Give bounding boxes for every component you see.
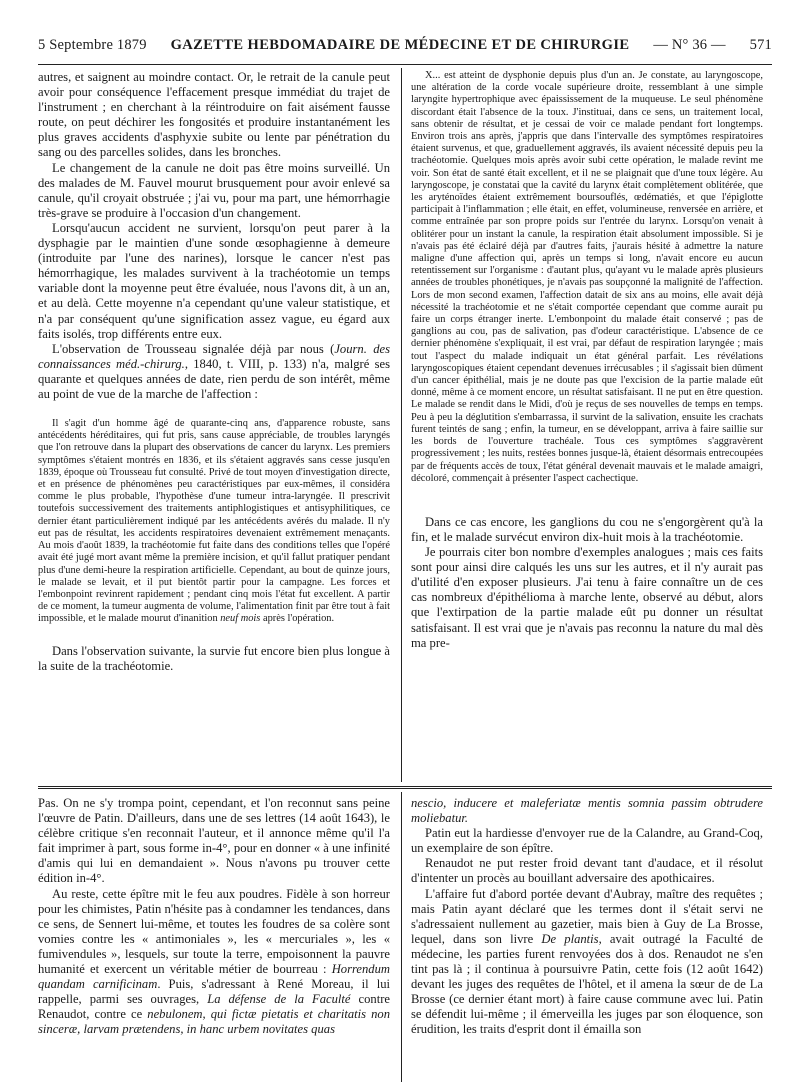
header-rule — [38, 64, 772, 65]
observation-x — [411, 70, 763, 485]
paragraph: Lorsqu'aucun accident ne survient, lorsqu'on peut parer à la dysphagie par le maintien d'une sonde œsophagienne à demeure (introduite par l'une des narines), lorsque le cancer n'est pas hémorrhagique, les malades survivent à la trachéotomie un temps variable dont la moyenne peut être évaluée, nous l'avons dit, à un an, et au delà. Cette moyenne n'a cependant qu'une valeur statistique, et n'a par conséquent qu'une signification assez vague, eu égard aux faits isolés, trop différents entre eux. — [38, 220, 390, 341]
paragraph: L'affaire fut d'abord portée devant d'Aubray, maître des requêtes ; mais Patin ayant déclaré que les termes dont il s'était servi ne s'adressaient nullement au gazetier, mais bien à Guy de La Brosse, lequel, dans son livre De plantis, avait outragé la Faculté de médecine, les parties furent renvoyées dos à dos. Renaudot ne s'en tint pas là ; il continua à poursuivre Patin, cette fois (12 août 1642) devant les juges des requêtes de l'hôtel, et il amena la sœur de de La Brosse (ce dernier étant mort) à faire cause commune avec lui. Patin se défendit lui-même ; il émerveilla les juges par son éloquence, son érudition, les traits d'esprit dont il émailla son — [411, 886, 763, 1037]
paragraph: Patin eut la hardiesse d'envoyer rue de la Calandre, au Grand-Coq, un exemplaire de son épître. — [411, 826, 763, 856]
page-header — [38, 37, 772, 59]
paragraph: nescio, inducere et maleferiatæ mentis somnia passim obtrudere moliebatur. — [411, 796, 763, 826]
observation-trousseau — [38, 418, 390, 625]
paragraph: Je pourrais citer bon nombre d'exemples analogues ; mais ces faits sont pour ainsi dire calqués les uns sur les autres, et il n'y aurait pas d'utilité d'en exposer plusieurs. J'ai tenu à faire connaître un de ces cas nombreux d'épithélioma à marche lente, observé au début, alors que l'extirpation de la partie malade eût pu donner un résultat satisfaisant. Il est vrai que je n'avais pas reconnu la nature du mal dès ma pre- — [411, 545, 763, 650]
paragraph: X... est atteint de dysphonie depuis plus d'un an. Je constate, au laryngoscope, une altération de la corde vocale supérieure droite, ressemblant à une simple laryngite hypertrophique avec épaississement de la muqueuse. Le seul phénomène discordant était l'absence de la toux. J'instituai, dans ce sens, un traitement local, sans obtenir de résultat, et je cessai de voir ce malade pendant fort longtemps. Environ trois ans après, j'appris que dans l'intervalle des symptômes respiratoires étaient survenus, et que, graduellement aggravés, ils avaient nécessité depuis peu la trachéotomie. Quelques mois après avoir subi cette opération, le malade revint me voir. Son état de santé était excellent, et il ne se plaignait que d'une toux légère. Au laryngoscope, je constatai que la cavité du larynx était complètement oblitérée, que les aryténoïdes étaient extrêmement boursouflés, œdématiés, et que l'épiglotte participait à l'inflammation ; elle était, en effet, volumineuse, renversée en arrière, et comme entraînée par son propre poids sur l'entrée du larynx. Lorsqu'on venait à oblitérer pour un instant la canule, la respiration était absolument impossible. Si je n'avais pas été éclairé déjà par d'autres faits, j'aurais hésité à admettre la nature maligne d'une affection qui, après un temps si long, n'avait encore eu aucun retentissement sur l'organisme : d'autant plus, qu'ayant vu le malade après plusieurs années de troubles phonétiques, je n'avais pas soupçonné la malignité de l'affection. Lors de mon second examen, l'affection datait de six ans au moins, elle avait déjà nécessité la trachéotomie et ne s'était comportée cependant que comme aurait pu faire un corps étranger inerte. L'embonpoint du malade était conservé ; pas de ganglions au cou, pas de salivation, pas d'odeur caractéristique. L'absence de ce dernier phénomène s'expliquait, il est vrai, par défaut de respiration laryngée ; mais tout l'aspect du malade indiquait un état général parfait. Les révélations laryngoscopiques étaient cependant devenues irrécusables ; il s'agissait bien dûment d'un cancer épithélial, mais je ne doute pas que l'excision de la partie malade eût donné, même à ce moment encore, un résultat satisfaisant. Il ne put en être question. Le malade se rendit dans le Midi, d'où je reçus de ses nouvelles de temps en temps. Peu à peu la déglutition s'embarrassa, il survint de la salivation, ensuite les crachats furent teintés de sang ; enfin, la tumeur, en se développant, arriva à faire saillie sur les bords de l'ouverture trachéale. Tous ces symptômes s'aggravèrent progressivement ; les nuits, restées bonnes jusque-là, étaient désormais entrecoupées par de fréquents accès de toux, l'état général devenait mauvais et le malade amaigri, décoloré, commençait à présenter l'aspect cachectique. — [411, 70, 763, 484]
paragraph: Pas. On ne s'y trompa point, cependant, et l'on reconnut sans peine l'œuvre de Patin. D'ailleurs, dans une de ses lettres (14 août 1643), le célèbre critique s'en reconnait l'auteur, et il annonce même qu'il l'a fait imprimer à part, sous forme in-4°, pour en donner « à une infinité d'amis qui lui en demandaient ». Nous n'avons pu trouver cette édition in-4°. — [38, 796, 390, 886]
journal-reference: Journ. des connaissances méd.-chirurg. — [38, 341, 390, 371]
feuilleton-separator — [38, 786, 772, 789]
journal-title: GAZETTE HEBDOMADAIRE DE MÉDECINE ET DE CHIRURGIE — [170, 37, 630, 53]
paragraph: Il s'agit d'un homme âgé de quarante-cinq ans, d'apparence robuste, sans antécédents héréditaires, qui fut pris, sans cause appréciable, de troubles laryngés que l'on retrouve dans la plupart des observations de cancer du larynx. Les premiers symptômes s'étaient montrés en 1836, et ils s'étaient aggravés sans cesse jusqu'en 1839, époque où Trousseau fut consulté. Privé de tout moyen d'investigation directe, et en présence de phénomènes peu caractéristiques par eux-mêmes, il considéra comme le plus probable, l'hypothèse d'une tumeur intra-laryngée. Il prescrivit toutefois successivement des traitements antiphlogistiques et antisyphilitiques, ce dernier étant particulièrement indiqué par les antécédents avérés du malade. Il n'y eut pas de résultat, les accidents respiratoires devenaient extrêmement menaçants. Au mois d'août 1839, la trachéotomie fut faite dans des conditions telles que l'opéré avait été jugé mort avant même la première incision, et qu'il fallut pratiquer pendant plus d'une demi-heure la respiration artificielle. Cependant, au bout de quinze jours, le malade se levait, et il put bientôt partir pour la campagne. Les forces et l'embonpoint revinrent rapidement ; pendant cinq mois l'état fut excellent. A partir de ce moment, la tumeur augmenta de volume, l'alimentation finit par être tout à fait impossible, et le malade mourut d'inanition neuf mois après l'opération. — [38, 418, 390, 625]
feuilleton-column-divider — [401, 792, 402, 1082]
page-number: 571 — [749, 37, 772, 53]
paragraph: Au reste, cette épître mit le feu aux poudres. Fidèle à son horreur pour les chimistes, Patin n'hésite pas à condamner les tendances, dans ce sens, de Sennert lui-même, et toutes les foudres de sa colère sont vomies contre les « antimoniales », les « mercuriales », les « fumivendules », lesquels, sur toute la terre, empoisonnent la pauvre humanité et exercent un véritable métier de bourreau : Horrendum quandam carnificinam. Puis, s'adressant à René Moreau, il lui rappelle, parmi ses ouvrages, La défense de la Faculté contre Renaudot, contre ce nebulonem, qui fictæ pietatis et charitatis non sinceræ, larvam prætendens, in hanc urbem novitates quas — [38, 886, 390, 1037]
paragraph: Le changement de la canule ne doit pas être moins surveillé. Un des malades de M. Fauvel mourut brusquement pour avoir enlevé sa canule, qu'il croyait obstruée ; j'ai vu, pour ma part, une hémorrhagie très-grave se produire à l'occasion d'un changement. — [38, 160, 390, 220]
feuilleton-right-column — [411, 796, 763, 1078]
issue-number: — N° 36 — — [653, 37, 726, 53]
paragraph: Dans l'observation suivante, la survie fut encore bien plus longue à la suite de la trachéotomie. — [38, 643, 390, 673]
column-divider — [401, 68, 402, 782]
right-column — [411, 70, 763, 782]
left-bottom-text — [38, 644, 390, 674]
paragraph: Renaudot ne put rester froid devant tant d'audace, et il résolut d'intenter un procès au bouillant adversaire des apothicaires. — [411, 856, 763, 886]
left-top-text — [38, 70, 390, 402]
feuilleton-left-column — [38, 796, 390, 1078]
right-bottom-text — [411, 515, 763, 651]
paragraph: Dans ce cas encore, les ganglions du cou ne s'engorgèrent qu'à la fin, et le malade survécut environ dix-huit mois à la trachéotomie. — [411, 514, 763, 544]
header-date: 5 Septembre 1879 — [38, 37, 147, 53]
paragraph: autres, et saignent au moindre contact. Or, le retrait de la canule peut avoir pour conséquence l'effacement presque immédiat du trajet de l'instrument ; en cherchant à la réintroduire on fait aisément fausse route, on peut déchirer les fongosités et produire instantanément les plus graves accidents d'asphyxie subite ou lente par pénétration du sang ou des parcelles solides, dans les bronches. — [38, 70, 390, 160]
paragraph: L'observation de Trousseau signalée déjà par nous (Journ. des connaissances méd.-chirurg., 1840, t. VIII, p. 133) n'a, malgré ses quarante et quelques années de date, rien perdu de son intérêt, même au point de vue de la marche de l'affection : — [38, 341, 390, 401]
left-column — [38, 70, 390, 782]
